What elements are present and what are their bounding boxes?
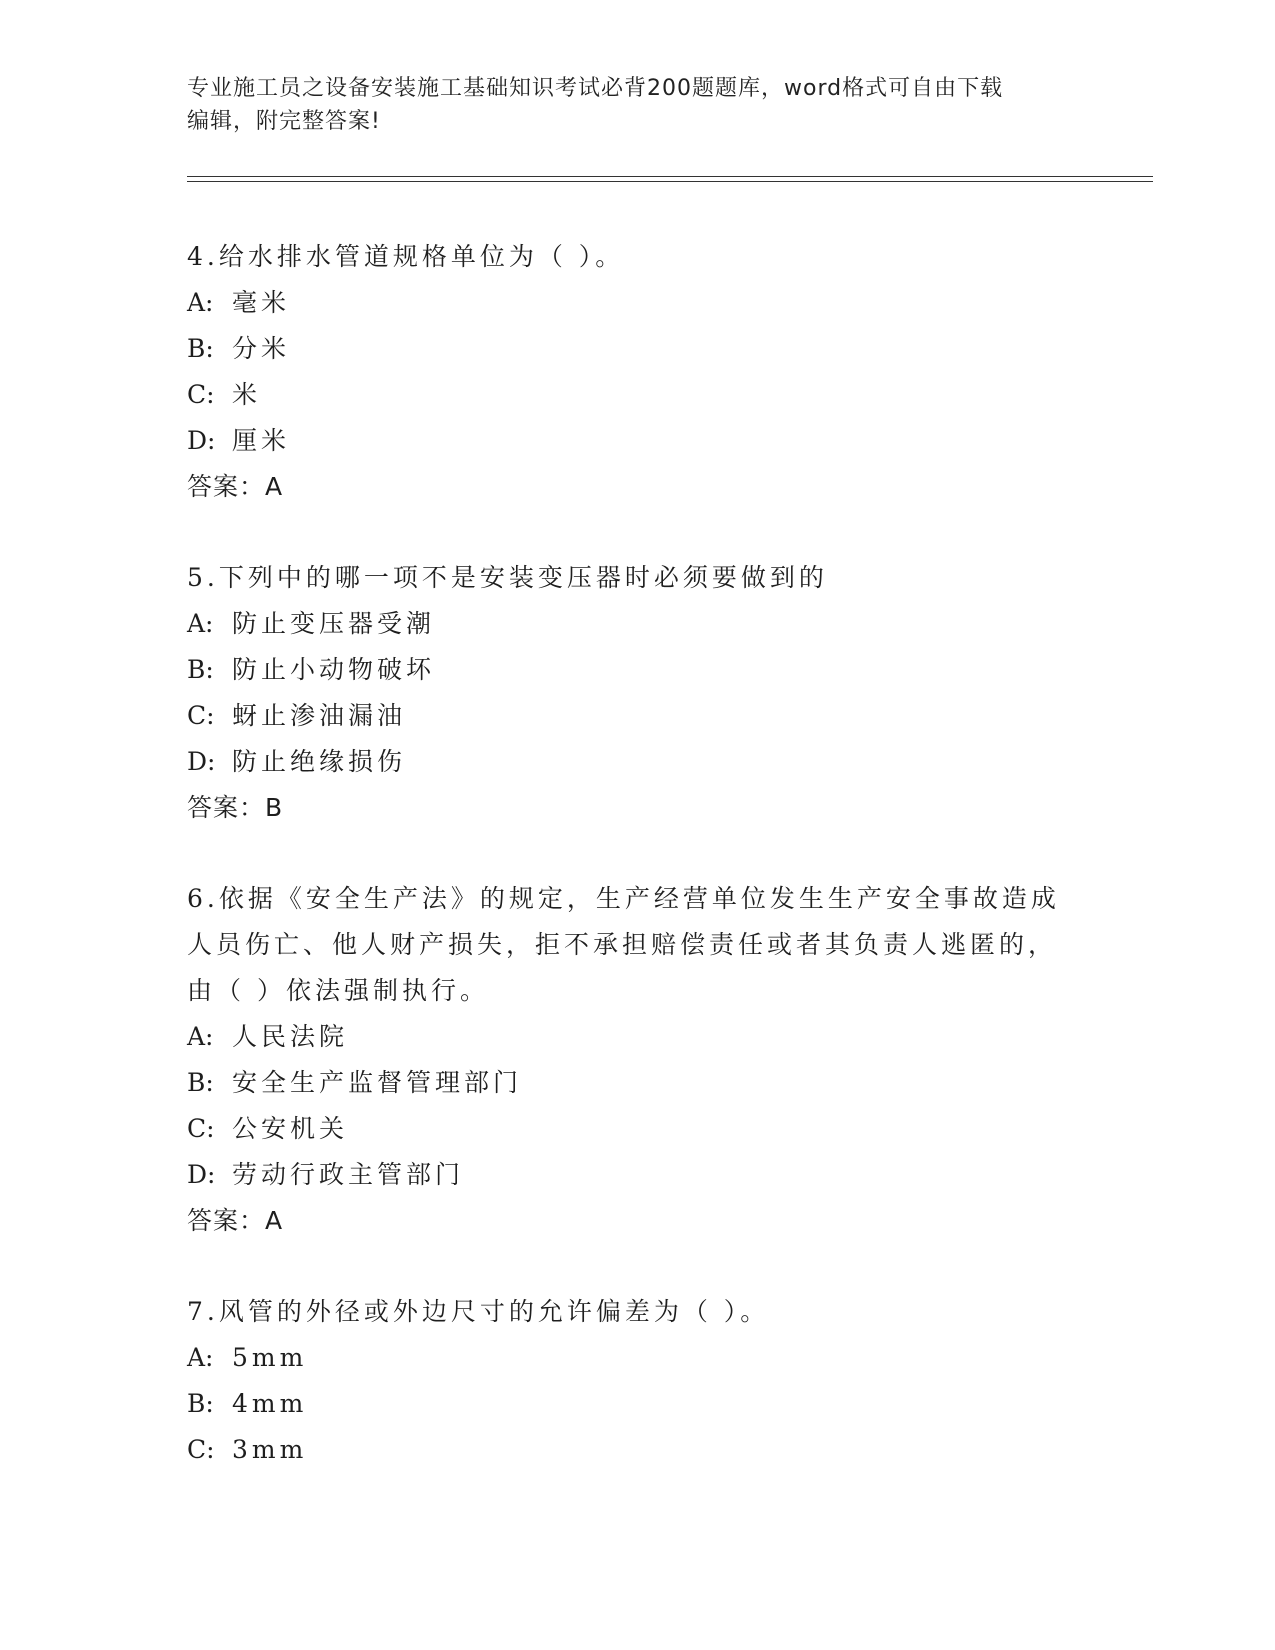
option-text: 安全生产监督管理部门 bbox=[232, 1068, 523, 1097]
option-text: 3mm bbox=[232, 1435, 308, 1464]
option-letter: B: bbox=[187, 334, 214, 363]
option-letter: D: bbox=[187, 426, 216, 455]
option-letter: B: bbox=[187, 1068, 214, 1097]
question-block bbox=[187, 876, 1067, 1244]
question-stem: 4.给水排水管道规格单位为（ ）。 bbox=[187, 242, 625, 271]
question-block bbox=[187, 234, 1067, 510]
answer-option bbox=[187, 1106, 1067, 1152]
question-list bbox=[187, 234, 1067, 1518]
question-stem: 6.依据《安全生产法》的规定，生产经营单位发生生产安全事故造成 bbox=[187, 884, 1060, 913]
answer-option bbox=[187, 1335, 1067, 1381]
option-text: 防止绝缘损伤 bbox=[232, 747, 407, 776]
question-stem: 由（ ）依法强制执行。 bbox=[187, 976, 489, 1005]
question-block bbox=[187, 555, 1067, 831]
option-letter: D: bbox=[187, 747, 216, 776]
answer-option bbox=[187, 372, 1067, 418]
option-text: 公安机关 bbox=[232, 1114, 349, 1143]
header-line-2: 编辑，附完整答案! bbox=[187, 109, 381, 134]
answer-option bbox=[187, 1427, 1067, 1473]
answer-key: 答案：B bbox=[187, 793, 284, 822]
option-letter: B: bbox=[187, 1389, 214, 1418]
answer-option bbox=[187, 693, 1067, 739]
answer-key: 答案：A bbox=[187, 1206, 284, 1235]
option-letter: D: bbox=[187, 1160, 216, 1189]
question-stem: 5.下列中的哪一项不是安装变压器时必须要做到的 bbox=[187, 563, 828, 592]
option-text: 防止小动物破坏 bbox=[232, 655, 436, 684]
answer-option bbox=[187, 280, 1067, 326]
header-divider-bottom bbox=[187, 181, 1153, 182]
option-letter: B: bbox=[187, 655, 214, 684]
option-text: 5mm bbox=[232, 1343, 308, 1372]
answer-option bbox=[187, 326, 1067, 372]
option-text: 米 bbox=[232, 380, 262, 409]
option-letter: C: bbox=[187, 380, 215, 409]
option-letter: A: bbox=[187, 1022, 214, 1051]
option-text: 4mm bbox=[232, 1389, 308, 1418]
answer-option bbox=[187, 418, 1067, 464]
question-stem: 人员伤亡、他人财产损失，拒不承担赔偿责任或者其负责人逃匿的， bbox=[187, 930, 1058, 959]
answer-key: 答案：A bbox=[187, 472, 284, 501]
option-text: 防止变压器受潮 bbox=[232, 609, 436, 638]
option-text: 分米 bbox=[232, 334, 291, 363]
option-text: 毫米 bbox=[232, 288, 291, 317]
option-letter: A: bbox=[187, 288, 214, 317]
option-letter: C: bbox=[187, 701, 215, 730]
header-line-1: 专业施工员之设备安装施工基础知识考试必背200题题库，word格式可自由下载 bbox=[187, 76, 1004, 101]
answer-option bbox=[187, 1014, 1067, 1060]
answer-option bbox=[187, 739, 1067, 785]
answer-option bbox=[187, 601, 1067, 647]
question-block bbox=[187, 1289, 1067, 1473]
option-letter: C: bbox=[187, 1435, 215, 1464]
option-letter: C: bbox=[187, 1114, 215, 1143]
option-text: 厘米 bbox=[232, 426, 291, 455]
answer-option bbox=[187, 1381, 1067, 1427]
question-stem: 7.风管的外径或外边尺寸的允许偏差为（ ）。 bbox=[187, 1297, 770, 1326]
answer-option bbox=[187, 1152, 1067, 1198]
option-letter: A: bbox=[187, 609, 214, 638]
option-text: 蚜止渗油漏油 bbox=[232, 701, 407, 730]
document-header bbox=[187, 72, 1067, 138]
header-divider-top bbox=[187, 176, 1153, 177]
answer-option bbox=[187, 1060, 1067, 1106]
option-text: 人民法院 bbox=[232, 1022, 349, 1051]
answer-option bbox=[187, 647, 1067, 693]
option-text: 劳动行政主管部门 bbox=[232, 1160, 465, 1189]
option-letter: A: bbox=[187, 1343, 214, 1372]
